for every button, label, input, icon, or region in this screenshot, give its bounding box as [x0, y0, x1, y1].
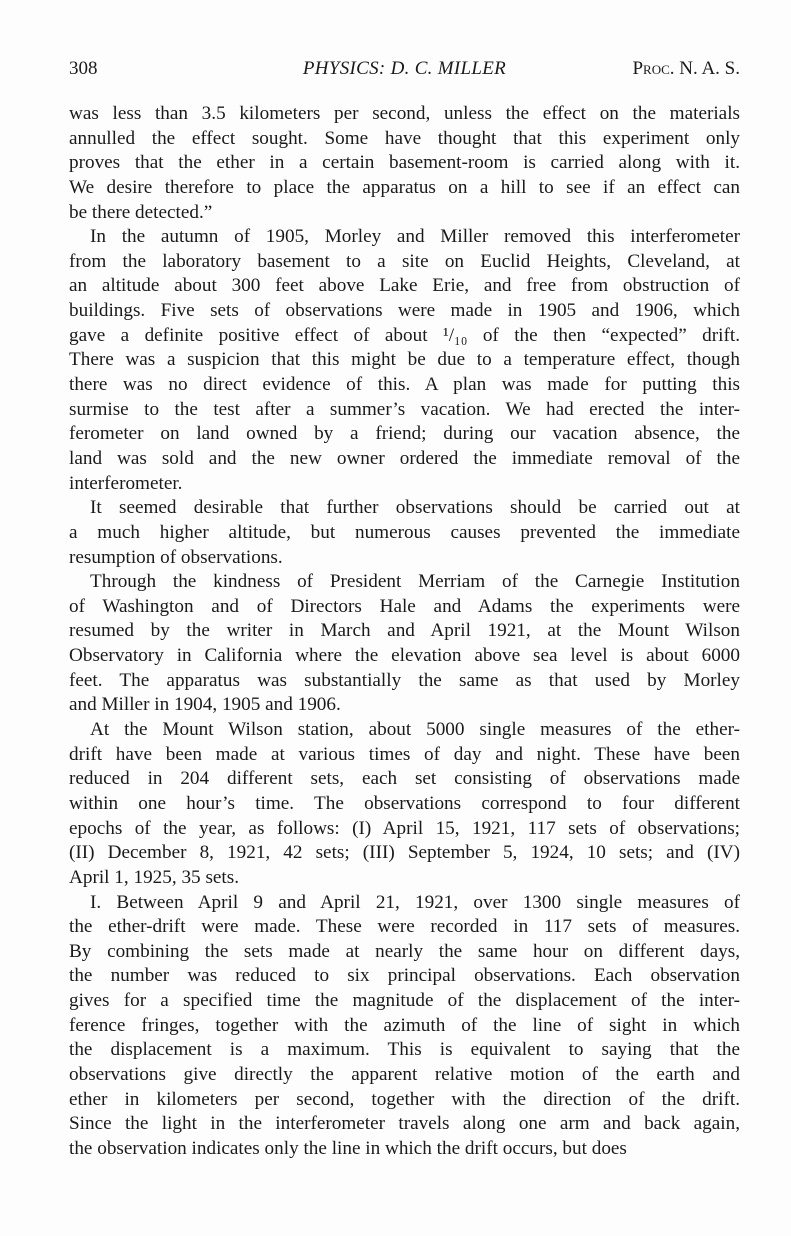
text-line: resumption of observations. [69, 546, 283, 568]
text-line: ference fringes, together with the azimuth of the line of sight in which [69, 1014, 740, 1036]
text-line: interferometer. [69, 472, 183, 494]
text-line: of Washington and of Directors Hale and Adams the experiments were [69, 595, 740, 617]
text-line: the ether-drift were made. These were recorded in 117 sets of measures. [69, 916, 740, 938]
text-line: ether in kilometers per second, together with the direction of the drift. [69, 1088, 740, 1110]
paragraph [69, 496, 740, 570]
text-line: was less than 3.5 kilometers per second, unless the effect on the materials [69, 103, 740, 124]
text-line: It seemed desirable that further observations should be carried out at [90, 497, 740, 519]
text-line: (II) December 8, 1921, 42 sets; (III) September 5, 1924, 10 sets; and (IV) [69, 842, 740, 864]
text-line: epochs of the year, as follows: (I) April 15, 1921, 117 sets of observations; [69, 817, 740, 839]
text-line: In the autumn of 1905, Morley and Miller removed this interferometer [90, 226, 740, 248]
text-line: Through the kindness of President Merriam of the Carnegie Institution [90, 571, 740, 593]
text-line: observations give directly the apparent relative motion of the earth and [69, 1063, 740, 1085]
text-line: We desire therefore to place the apparatus on a hill to see if an effect can [69, 176, 740, 198]
text-line: resumed by the writer in March and April 1921, at the Mount Wilson [69, 620, 740, 642]
paragraph [69, 225, 740, 496]
text-line: there was no direct evidence of this. A plan was made for putting this [69, 374, 740, 396]
paragraph [69, 570, 740, 718]
text-line: the observation indicates only the line in which the drift occurs, but does [69, 1137, 627, 1159]
text-line: feet. The apparatus was substantially the same as that used by Morley [69, 669, 740, 691]
text-line: ferometer on land owned by a friend; during our vacation absence, the [69, 423, 740, 445]
journal-name: Proc. N. A. S. [632, 58, 740, 79]
text-line: Since the light in the interferometer travels along one arm and back again, [69, 1113, 740, 1135]
text-line: At the Mount Wilson station, about 5000 single measures of the ether- [90, 719, 740, 741]
text-line: and Miller in 1904, 1905 and 1906. [69, 694, 341, 716]
text-line: drift have been made at various times of day and night. These have been [69, 743, 740, 765]
text-line: surmise to the test after a summer’s vacation. We had erected the inter- [69, 398, 740, 420]
text-line: buildings. Five sets of observations were made in 1905 and 1906, which [69, 300, 740, 322]
text-line: annulled the effect sought. Some have thought that this experiment only [69, 127, 740, 149]
paragraph [69, 891, 740, 1162]
text-line: the displacement is a maximum. This is equivalent to saying that the [69, 1039, 740, 1061]
running-title: PHYSICS: D. C. MILLER [302, 58, 507, 79]
text-line: April 1, 1925, 35 sets. [69, 866, 240, 888]
body-text [69, 102, 740, 1162]
text-line: I. Between April 9 and April 21, 1921, over 1300 single measures of [90, 891, 740, 913]
text-line: land was sold and the new owner ordered the immediate removal of the [69, 447, 740, 469]
text-line: There was a suspicion that this might be due to a temperature effect, though [69, 349, 740, 371]
text-line: reduced in 204 different sets, each set consisting of observations made [69, 768, 740, 790]
paragraph [69, 102, 740, 225]
text-line: be there detected.” [69, 201, 213, 223]
paragraph [69, 718, 740, 890]
text-line: an altitude about 300 feet above Lake Erie, and free from obstruction of [69, 275, 740, 297]
running-head [69, 58, 740, 86]
text-line: By combining the sets made at nearly the same hour on different days, [69, 940, 740, 962]
text-line: within one hour’s time. The observations correspond to four different [69, 792, 740, 814]
text-line: proves that the ether in a certain basement-room is carried along with it. [69, 152, 740, 174]
text-line: a much higher altitude, but numerous causes prevented the immediate [69, 521, 740, 543]
text-line: Observatory in California where the elevation above sea level is about 6000 [69, 645, 740, 667]
text-line: gives for a specified time the magnitude of the displacement of the inter- [69, 990, 740, 1012]
page-number: 308 [69, 58, 98, 79]
text-line: from the laboratory basement to a site on Euclid Heights, Cleveland, at [69, 250, 740, 272]
text-line: the number was reduced to six principal observations. Each observation [69, 965, 740, 987]
text-line: gave a definite positive effect of about ¹/₁₀ of the then “expected” drift. [69, 324, 740, 346]
